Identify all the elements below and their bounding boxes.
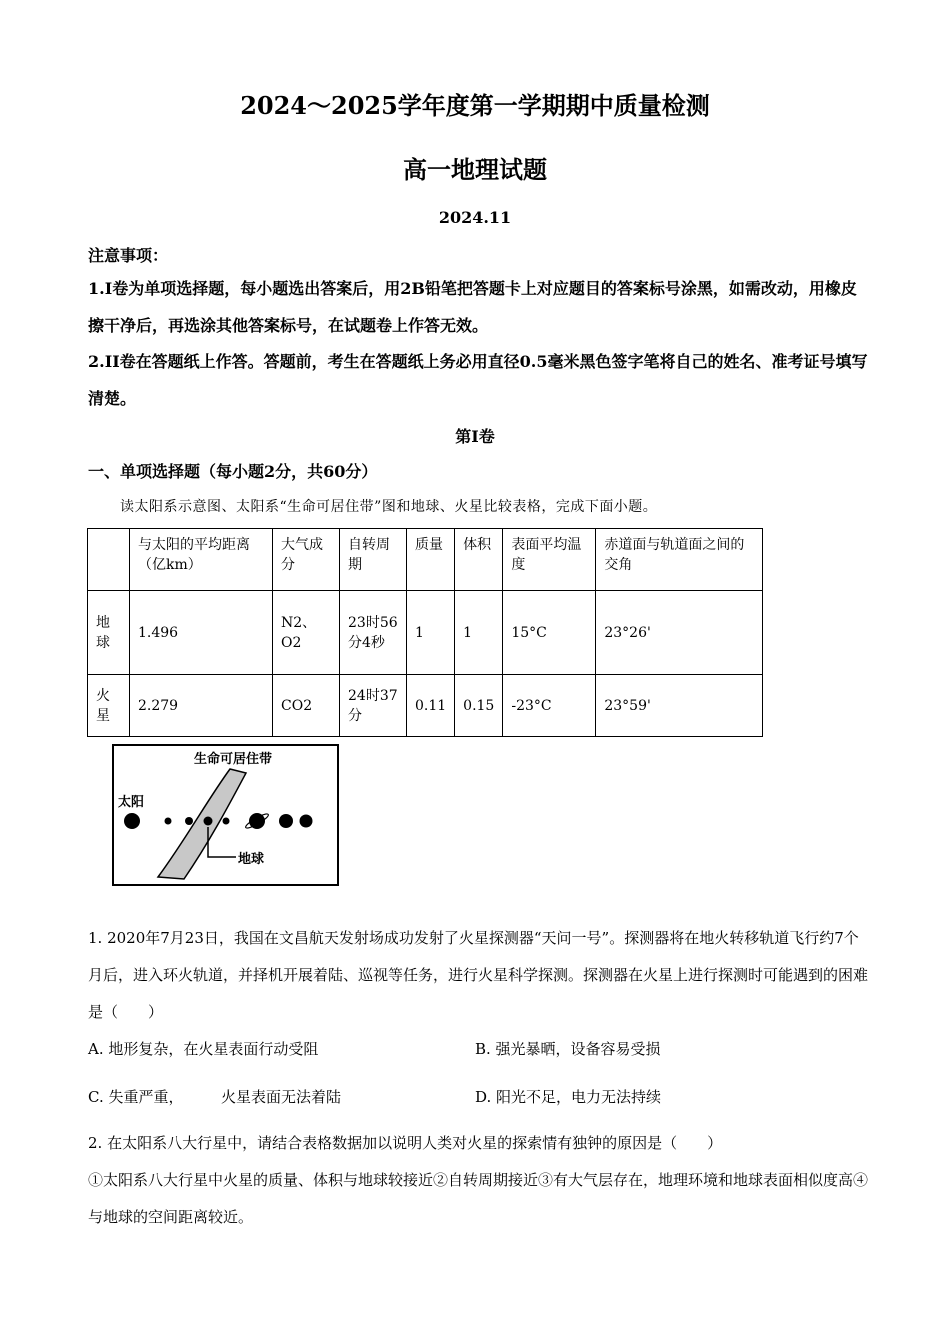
table-cell: 0.11: [407, 675, 455, 737]
question-1-option-a[interactable]: A. 地形复杂，在火星表面行动受阻: [88, 1040, 319, 1058]
table-header-cell: 自转周期: [340, 529, 407, 591]
table-cell: 1: [407, 591, 455, 675]
table-row: [88, 591, 763, 675]
table-header-row: [88, 529, 763, 591]
sun-label: 太阳: [118, 794, 145, 809]
question-1-option-b[interactable]: B. 强光暴晒，设备容易受损: [475, 1040, 661, 1058]
table-cell: 1: [455, 591, 503, 675]
exam-title: 2024～2025学年度第一学期期中质量检测: [240, 91, 710, 120]
question-1-stem: 1. 2020年7月23日，我国在文昌航天发射场成功发射了火星探测器“天问一号”。探测器将在地火转移轨道飞行约7个月后，进入环火轨道，并择机开展着陆、巡视等任务，进行火星科学探测。探测器在火星上进行探测时可能遇到的困难是（ ）: [88, 929, 869, 1021]
table-header-cell: [88, 529, 130, 591]
volume-label: 第I卷: [455, 427, 495, 446]
question-1-option-d[interactable]: D. 阳光不足，电力无法持续: [475, 1088, 662, 1106]
mars-icon: [223, 818, 230, 825]
question-2-statements: ①太阳系八大行星中火星的质量、体积与地球较接近②自转周期接近③有大气层存在，地理环境和地球表面相似度高④与地球的空间距离较近。: [88, 1171, 869, 1226]
table-header-cell: 赤道面与轨道面之间的交角: [596, 529, 763, 591]
table-header-cell: 与太阳的平均距离（亿km）: [130, 529, 273, 591]
comparison-table: [87, 528, 763, 737]
table-cell: N2、O2: [273, 591, 340, 675]
table-cell: 15°C: [503, 591, 596, 675]
uranus-icon: [279, 814, 293, 828]
notice-item-1: 1.I卷为单项选择题，每小题选出答案后，用2B铅笔把答题卡上对应题目的答案标号涂黑，如需改动，用橡皮擦干净后，再选涂其他答案标号，在试题卷上作答无效。: [88, 279, 857, 335]
table-cell: 0.15: [455, 675, 503, 737]
table-header-cell: 体积: [455, 529, 503, 591]
table-header-cell: 质量: [407, 529, 455, 591]
earth-icon: [204, 817, 213, 826]
mercury-icon: [165, 818, 172, 825]
question-2-stem: [88, 1125, 868, 1236]
table-cell: CO2: [273, 675, 340, 737]
table-cell: 23°26': [596, 591, 763, 675]
table-cell: -23°C: [503, 675, 596, 737]
table-cell: 2.279: [130, 675, 273, 737]
table-cell: 23时56分4秒: [340, 591, 407, 675]
table-cell: 火星: [88, 675, 130, 737]
habitable-zone-label: 生命可居住带: [194, 751, 273, 766]
sun-icon: [124, 813, 140, 829]
table-row: [88, 675, 763, 737]
venus-icon: [185, 817, 193, 825]
notice-heading: 注意事项：: [88, 246, 169, 265]
exam-subtitle: 高一地理试题: [403, 155, 547, 184]
table-cell: 23°59': [596, 675, 763, 737]
table-cell: 地球: [88, 591, 130, 675]
earth-label: 地球: [238, 851, 265, 866]
question-intro: 读太阳系示意图、太阳系“生命可居住带”图和地球、火星比较表格，完成下面小题。: [120, 499, 658, 515]
table-cell: 1.496: [130, 591, 273, 675]
exam-date: 2024.11: [438, 208, 512, 227]
table-header-cell: 表面平均温度: [503, 529, 596, 591]
question-1-option-c[interactable]: C. 失重严重， 火星表面无法着陆: [88, 1088, 341, 1106]
section-label: 一、单项选择题（每小题2分，共60分）: [88, 462, 378, 481]
notice-item-2: 2.II卷在答题纸上作答。答题前，考生在答题纸上务必用直径0.5毫米黑色签字笔将自己的姓名、准考证号填写清楚。: [88, 352, 868, 408]
table-cell: 24时37分: [340, 675, 407, 737]
question-2-prompt: 2. 在太阳系八大行星中，请结合表格数据加以说明人类对火星的探索情有独钟的原因是（ ）: [88, 1134, 723, 1152]
table-header-cell: 大气成分: [273, 529, 340, 591]
habitable-zone-diagram: [112, 743, 340, 887]
neptune-icon: [300, 815, 313, 828]
